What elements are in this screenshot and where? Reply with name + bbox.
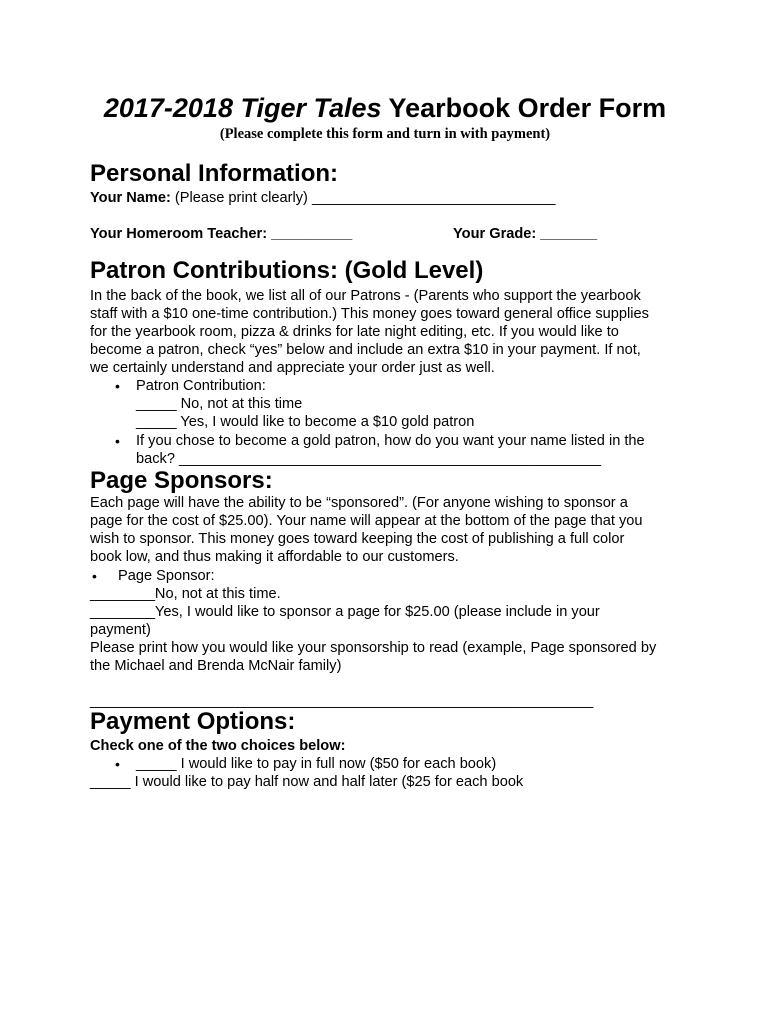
patron-option-no[interactable]: _____ No, not at this time xyxy=(136,396,303,412)
name-label: Your Name: xyxy=(90,190,171,206)
patron-paragraph-line: we certainly understand and appreciate your order just as well. xyxy=(90,360,495,376)
patron-paragraph-line: become a patron, check “yes” below and include an extra $10 in your payment. If not, xyxy=(90,342,641,358)
payment-options-heading: Payment Options: xyxy=(90,708,296,735)
sponsors-paragraph-line: book low, and thus making it affordable to our customers. xyxy=(90,549,459,565)
grade-field[interactable]: Your Grade: _______ xyxy=(453,226,598,242)
sponsorship-text-field[interactable]: ______________________________________________________________ xyxy=(90,693,594,709)
patron-paragraph-line: In the back of the book, we list all of our Patrons - (Parents who support the yearbook xyxy=(90,288,641,304)
patron-paragraph-line: for the yearbook room, pizza & drinks for late night editing, etc. If you would like to xyxy=(90,324,619,340)
title-form-name: Yearbook Order Form xyxy=(388,93,667,123)
bullet-icon: • xyxy=(92,568,97,584)
payment-option-half[interactable]: _____ I would like to pay half now and half later ($25 for each book xyxy=(90,774,524,790)
sponsors-paragraph-line: wish to sponsor. This money goes toward keeping the cost of publishing a full color xyxy=(90,531,625,547)
sponsorship-print-instruction: Please print how you would like your sponsorship to read (example, Page sponsored by xyxy=(90,640,657,656)
name-line xyxy=(90,189,555,207)
page-sponsor-label: Page Sponsor: xyxy=(118,568,215,584)
patron-option-yes[interactable]: _____ Yes, I would like to become a $10 gold patron xyxy=(136,414,475,430)
patron-contribution-label: Patron Contribution: xyxy=(136,378,266,394)
patron-heading: Patron Contributions: (Gold Level) xyxy=(90,257,484,284)
patron-paragraph-line: staff with a $10 one-time contribution.) This money goes toward general office supplies xyxy=(90,306,649,322)
sponsor-option-no[interactable]: ________No, not at this time. xyxy=(90,586,281,602)
bullet-icon: • xyxy=(115,378,120,394)
sponsorship-print-instruction: the Michael and Brenda McNair family) xyxy=(90,658,342,674)
sponsors-paragraph-line: page for the cost of $25.00). Your name will appear at the bottom of the page that you xyxy=(90,513,643,529)
page-sponsors-heading: Page Sponsors: xyxy=(90,467,273,494)
sponsor-option-yes-continued: payment) xyxy=(90,622,151,638)
name-hint: (Please print clearly) xyxy=(174,190,308,206)
bullet-icon: • xyxy=(115,756,120,772)
patron-name-field[interactable]: back? ____________________________________________________ xyxy=(136,451,602,467)
payment-instruction: Check one of the two choices below: xyxy=(90,738,346,754)
form-title xyxy=(0,91,770,125)
form-subtitle: (Please complete this form and turn in with payment) xyxy=(219,126,551,142)
title-school-year: 2017-2018 Tiger Tales xyxy=(103,93,382,123)
sponsors-paragraph-line: Each page will have the ability to be “sponsored”. (For anyone wishing to sponsor a xyxy=(90,495,628,511)
personal-info-heading: Personal Information: xyxy=(90,160,339,187)
patron-name-question: If you chose to become a gold patron, how do you want your name listed in the xyxy=(136,433,645,449)
name-field[interactable]: ______________________________ xyxy=(311,190,556,206)
payment-option-full[interactable]: _____ I would like to pay in full now ($50 for each book) xyxy=(136,756,497,772)
homeroom-teacher-field[interactable]: Your Homeroom Teacher: __________ xyxy=(90,226,353,242)
bullet-icon: • xyxy=(115,433,120,449)
sponsor-option-yes[interactable]: ________Yes, I would like to sponsor a page for $25.00 (please include in your xyxy=(90,604,600,620)
